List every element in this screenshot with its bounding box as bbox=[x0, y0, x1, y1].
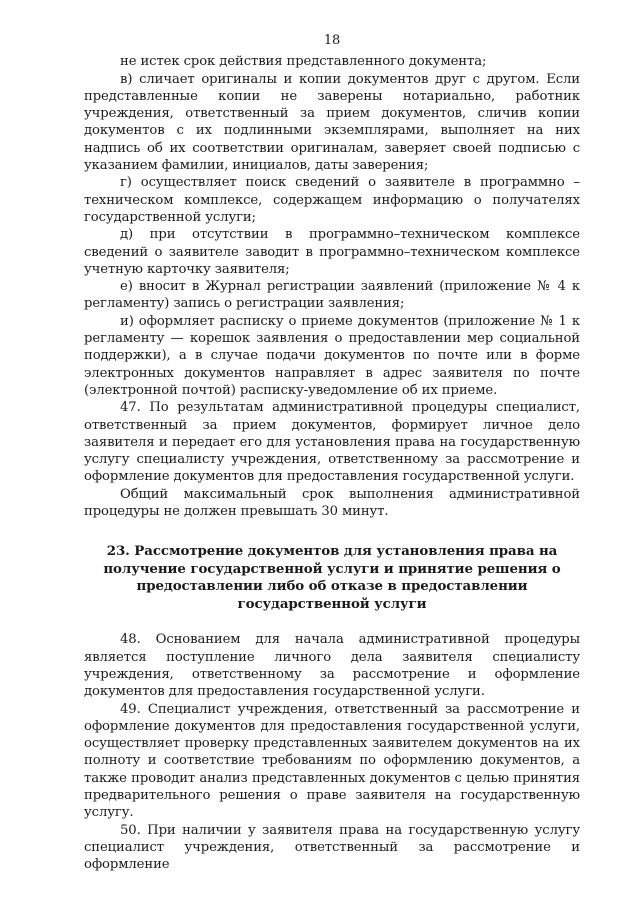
paragraph-validity: не истек срок действия представленного документа; bbox=[120, 54, 487, 70]
paragraph-item-e: е) вносит в Журнал регистрации заявлений (приложение № 4 к регламенту) запись о регистрации заявления; bbox=[84, 279, 580, 312]
document-page bbox=[84, 32, 580, 873]
paragraph-47: 47. По результатам административной процедуры специалист, ответственный за прием документов, формирует личное дело заявителя и передает его для установления права на государственную услугу специалисту учреждения, ответственному за рассмотрение и оформление документов для предоставления государственной услуги. bbox=[84, 400, 580, 485]
paragraph-item-i: и) оформляет расписку о приеме документов (приложение № 1 к регламенту — корешок заявления о предоставлении мер социальной поддержки), а в случае подачи документов по почте или в форме электронных документов направляет в адрес заявителя по почте (электронной почтой) расписку-уведомление об их приеме. bbox=[84, 313, 580, 398]
page-number: 18 bbox=[323, 33, 341, 48]
paragraph-49: 49. Специалист учреждения, ответственный за рассмотрение и оформление документов для предоставления государственной услуги, осуществляет проверку представленных заявителем документов на их полноту и соответствие требованиям по оформлению документов, а также проводит анализ представленных документов с целью принятия предварительного решения о праве заявителя на государственную услугу. bbox=[84, 701, 580, 821]
paragraph-item-v: в) сличает оригиналы и копии документов друг с другом. Если представленные копии не заверены нотариально, работник учреждения, ответственный за прием документов, сличив копии документов с их подлинными экземплярами, выполняет на них надпись об их соответствии оригиналам, заверяет своей подписью с указанием фамилии, инициалов, даты заверения; bbox=[84, 71, 580, 174]
paragraph-50: 50. При наличии у заявителя права на государственную услугу специалист учреждения, ответственный за рассмотрение и оформление bbox=[84, 822, 580, 873]
section-heading-23: 23. Рассмотрение документов для установления права на получение государственной услуги и принятие решения о предоставлении либо об отказе в предоставлении государственной услуги bbox=[103, 543, 561, 612]
paragraph-item-g: г) осуществляет поиск сведений о заявителе в программно – техническом комплексе, содержащем информацию о получателях государственной услуги; bbox=[84, 175, 580, 225]
paragraph-48: 48. Основанием для начала административной процедуры является поступление личного дела заявителя специалисту учреждения, ответственному за рассмотрение и оформление документов для предоставления государственной услуги. bbox=[84, 632, 580, 700]
paragraph-max-time: Общий максимальный срок выполнения административной процедуры не должен превышать 30 минут. bbox=[84, 486, 580, 520]
paragraph-item-d: д) при отсутствии в программно–техническом комплексе сведений о заявителе заводит в программно–техническом комплексе учетную карточку заявителя; bbox=[84, 227, 580, 277]
